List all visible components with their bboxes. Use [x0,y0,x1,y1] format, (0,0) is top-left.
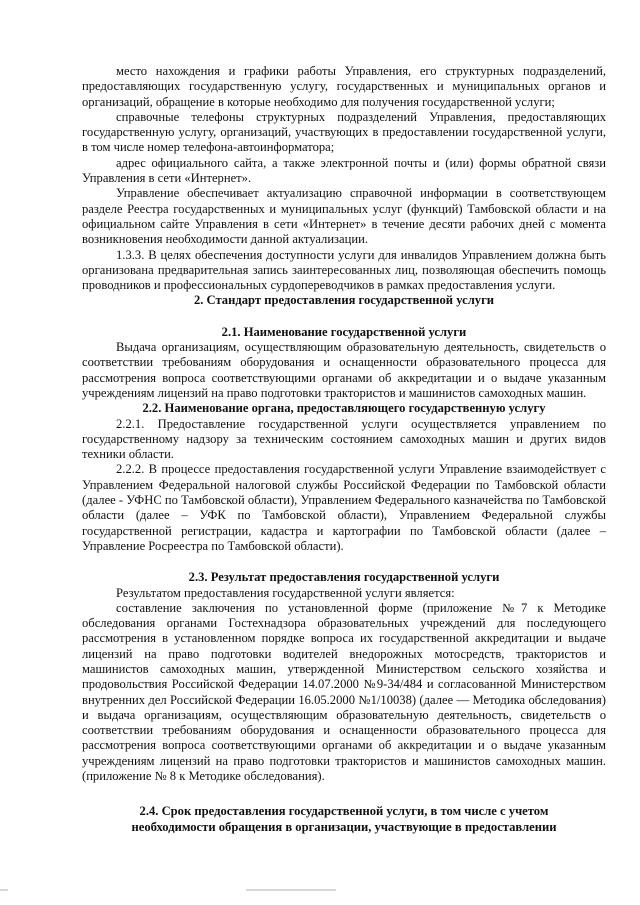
paragraph-reference-phones: справочные телефоны структурных подразделений Управления, предоставляющих государственную услугу, организаций, участвующих в предоставлении государственной услуги, в том числе номер телефона-автоинформатора; [82,109,606,155]
subsection-2-3-heading: 2.3. Результат предоставления государственной услуги [188,570,500,585]
subsection-2-2-1-text: 2.2.1. Предоставление государственной услуги осуществляется управлением по государственному надзору за техническим состоянием самоходных машин и других видов техники области. [82,416,606,462]
subsection-2-2-2-text: 2.2.2. В процессе предоставления государственной услуги Управление взаимодействует с Управлением Федеральной налоговой службы Российской Федерации по Тамбовской области (далее - УФНС по Тамбовской области), Управлением Федерального казначейства по Тамбовской области (далее – УФК по Тамбовской области), Управлением Федеральной службы государственной регистрации, кадастра и картографии по Тамбовской области (далее – Управление Росреестра по Тамбовской области). [82,462,606,553]
paragraph-location-schedules: место нахождения и графики работы Управления, его структурных подразделений, предоставляющих государственную услугу, государственных и муниципальных органов и организаций, обращение в которые необходимо для получения государственной услуги; [82,64,606,109]
paragraph-website-address: адрес официального сайта, а также электронной почты и (или) формы обратной связи Управления в сети «Интернет». [82,155,606,186]
section-2-heading: 2. Стандарт предоставления государственной услуги [193,293,495,308]
scan-artifact-mark [246,889,336,891]
subsection-2-4-heading-line-1: 2.4. Срок предоставления государственной услуги, в том числе с учетом [139,804,549,819]
paragraph-info-actualization: Управление обеспечивает актуализацию справочной информации в соответствующем разделе Реестра государственных и муниципальных услуг (функций) Тамбовской области и на официальном сайте Управления в сети «Интернет» в течение десяти рабочих дней с момента возникновения необходимости данной актуализации. [82,186,606,247]
subsection-2-3-intro: Результатом предоставления государственной услуги является: [116,585,455,600]
subsection-2-2-heading: 2.2. Наименование органа, предоставляющего государственную услугу [142,401,546,416]
document-body [82,64,606,835]
scan-artifact-mark [0,889,8,891]
subsection-2-1-heading: 2.1. Наименование государственной услуги [221,324,467,339]
paragraph-1-3-3-accessibility: 1.3.3. В целях обеспечения доступности услуги для инвалидов Управлением должна быть организована предварительная запись заинтересованных лиц, позволяющая обеспечить помощь проводников и профессиональных сурдопереводчиков в рамках предоставления услуги. [82,247,606,293]
subsection-2-1-text: Выдача организациям, осуществляющим образовательную деятельность, свидетельств о соответствии требованиям оборудования и оснащенности образовательного процесса для рассмотрения вопроса соответствующими органами об аккредитации и о выдаче указанным учреждениям лицензий на право подготовки трактористов и машинистов самоходных машин. [82,340,606,400]
subsection-2-4-heading-line-2: необходимости обращения в организации, участвующие в предоставлении [131,819,557,834]
subsection-2-3-text: составление заключения по установленной форме (приложение №7 к Методике обследования органами Гостехнадзора образовательных учреждений для последующего рассмотрения в установленном порядке вопроса их государственной аккредитации и выдаче лицензий на право подготовки водителей внедорожных мотосредств, трактористов и машинистов самоходных машин, утвержденной Министерством сельского хозяйства и продовольствия Российской Федерации 14.07.2000 №9-34/484 и согласованной Министерством внутренних дел Российской Федерации 16.05.2000 №1/10038) (далее — Методика обследования) и выдача организациям, осуществляющим образовательную деятельность, свидетельств о соответствии требованиям оборудования и оснащенности образовательного процесса для рассмотрения вопроса соответствующими органами об аккредитации и о выдаче указанным учреждениям лицензий на право подготовки трактористов и машинистов самоходных машин. (приложение № 8 к Методике обследования). [82,600,606,784]
